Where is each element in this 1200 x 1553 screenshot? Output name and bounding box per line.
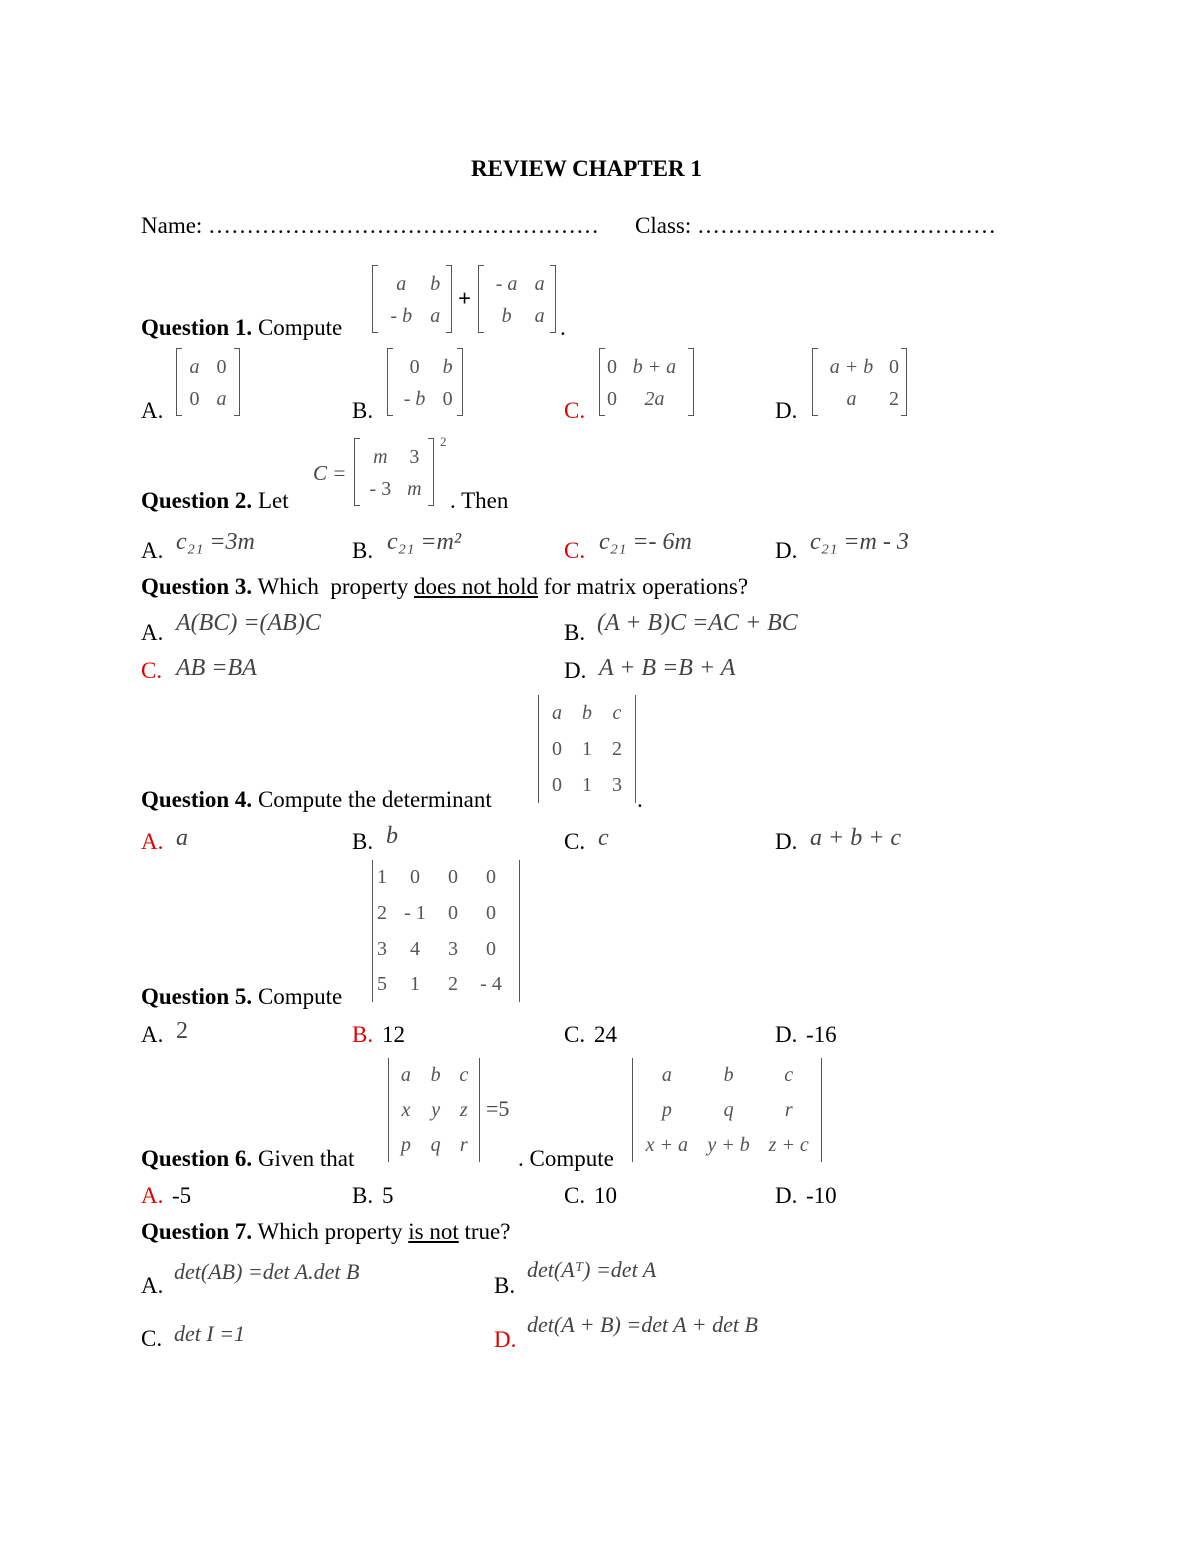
name-field-label: Name: …………………………………………… [141,213,600,238]
q3-option-c-letter: C. [141,658,163,683]
q2-matrix: m 3 - 3 m [354,438,434,506]
question-3-label: Question 3. [141,574,253,599]
q6-option-d-expr: -10 [806,1183,837,1208]
question-5-text: Compute [257,984,343,1009]
class-field-label: Class: ………………………………… [635,213,996,238]
q3-option-d-letter: D. [564,658,587,683]
q5-option-a-letter: A. [141,1022,164,1047]
question-2 [141,488,289,514]
question-1-text: Compute [257,315,343,340]
q2-option-d-letter: D. [775,538,798,563]
question-7-text-pre: Which property [257,1219,403,1244]
question-4 [141,787,492,813]
q7-option-b-letter: B. [494,1273,516,1298]
question-6-label: Question 6. [141,1146,253,1171]
page-title: REVIEW CHAPTER 1 [471,156,702,181]
q1-option-c-matrix: 0 b + a 0 2a [599,348,694,416]
question-4-label: Question 4. [141,787,253,812]
question-5-label: Question 5. [141,984,253,1009]
question-3 [141,574,748,600]
q6-option-a-letter: A. [141,1183,164,1208]
q4-determinant: a b c 0 1 2 0 1 3 [538,695,636,803]
question-5 [141,984,342,1010]
question-3-text-pre: Which property [257,574,409,599]
q2-option-a-letter: A. [141,538,164,563]
q6-option-c-letter: C. [564,1183,586,1208]
q6-option-b-expr: 5 [382,1183,394,1208]
q6-option-b-letter: B. [352,1183,374,1208]
q7-option-c-letter: C. [141,1326,163,1351]
q3-option-d-expr: A + B =B + A [599,655,736,681]
q5-option-c-letter: C. [564,1022,586,1047]
q4-period: . [637,787,643,812]
q5-option-c-expr: 24 [594,1022,617,1047]
question-7-label: Question 7. [141,1219,253,1244]
question-2-text: Let [257,488,289,513]
q2-option-d-expr: c₂₁ =m - 3 [810,529,909,555]
q3-option-c-expr: AB =BA [176,655,257,681]
q6-option-a-expr: -5 [172,1183,192,1208]
q5-option-a-expr: 2 [176,1018,188,1044]
q6-option-c-expr: 10 [594,1183,617,1208]
q2-option-b-expr: c₂₁ =m² [387,529,462,555]
q2-option-c-letter: C. [564,538,586,563]
q6-determinant-target: a b c p q r x + a y + b z + c [632,1058,822,1162]
q7-option-d-expr: det(A + B) =det A + det B [527,1312,758,1337]
q3-option-a-expr: A(BC) =(AB)C [176,610,321,636]
q4-option-c-letter: C. [564,829,586,854]
question-1-label: Question 1. [141,315,253,340]
q1-period: . [560,315,566,340]
q7-option-b-expr: det(Aᵀ) =det A [527,1257,657,1282]
q6-determinant-given: a b c x y z p q r [388,1058,480,1162]
q3-option-b-expr: (A + B)C =AC + BC [597,610,798,636]
q2-power: 2 [440,434,447,449]
question-6 [141,1146,354,1172]
q3-option-a-letter: A. [141,620,164,645]
question-7-text-underlined: is not [408,1219,459,1244]
q1-matrix-left: a b - b a [372,265,452,333]
q5-option-d-expr: -16 [806,1022,837,1047]
q2-option-b-letter: B. [352,538,374,563]
question-3-text-post: for matrix operations? [543,574,749,599]
q1-option-a-matrix: a 0 0 a [176,348,240,416]
q4-option-b-letter: B. [352,829,374,854]
q6-option-d-letter: D. [775,1183,798,1208]
q7-option-c-expr: det I =1 [174,1321,246,1346]
q2-option-a-expr: c₂₁ =3m [176,529,255,555]
q1-plus: + [458,286,472,311]
q4-option-d-expr: a + b + c [810,825,902,851]
q1-option-d-letter: D. [775,398,798,423]
q5-determinant: 1 0 0 0 2 - 1 0 0 3 4 3 0 5 1 2 - 4 [372,860,520,1002]
q5-option-d-letter: D. [775,1022,798,1047]
q4-option-c-expr: c [598,825,609,851]
q3-option-b-letter: B. [564,620,586,645]
q4-option-d-letter: D. [775,829,798,854]
question-4-text: Compute the determinant [257,787,492,812]
q7-option-a-expr: det(AB) =det A.det B [174,1259,360,1284]
q6-compute-text: . Compute [518,1146,614,1171]
question-6-text: Given that [257,1146,355,1171]
q2-then: . Then [450,488,509,513]
q1-option-c-letter: C. [564,398,586,423]
question-1 [141,315,342,341]
q7-option-a-letter: A. [141,1273,164,1298]
q2-option-c-expr: c₂₁ =- 6m [599,529,692,555]
question-2-label: Question 2. [141,488,253,513]
question-7 [141,1219,510,1245]
q1-option-b-matrix: 0 b - b 0 [387,348,463,416]
question-3-text-underlined: does not hold [414,574,538,599]
q1-option-b-letter: B. [352,398,374,423]
q5-option-b-expr: 12 [382,1022,405,1047]
q2-lhs: C = [313,461,347,485]
q5-option-b-letter: B. [352,1022,374,1047]
question-7-text-post: true? [464,1219,511,1244]
q4-option-a-expr: a [176,825,188,851]
q7-option-d-letter: D. [494,1327,517,1352]
q4-option-a-letter: A. [141,829,164,854]
q1-option-d-matrix: a + b 0 a 2 [812,348,907,416]
q1-matrix-right: - a a b a [478,265,556,333]
q4-option-b-expr: b [386,823,398,849]
q1-option-a-letter: A. [141,398,164,423]
q6-equals-five: =5 [486,1096,510,1121]
